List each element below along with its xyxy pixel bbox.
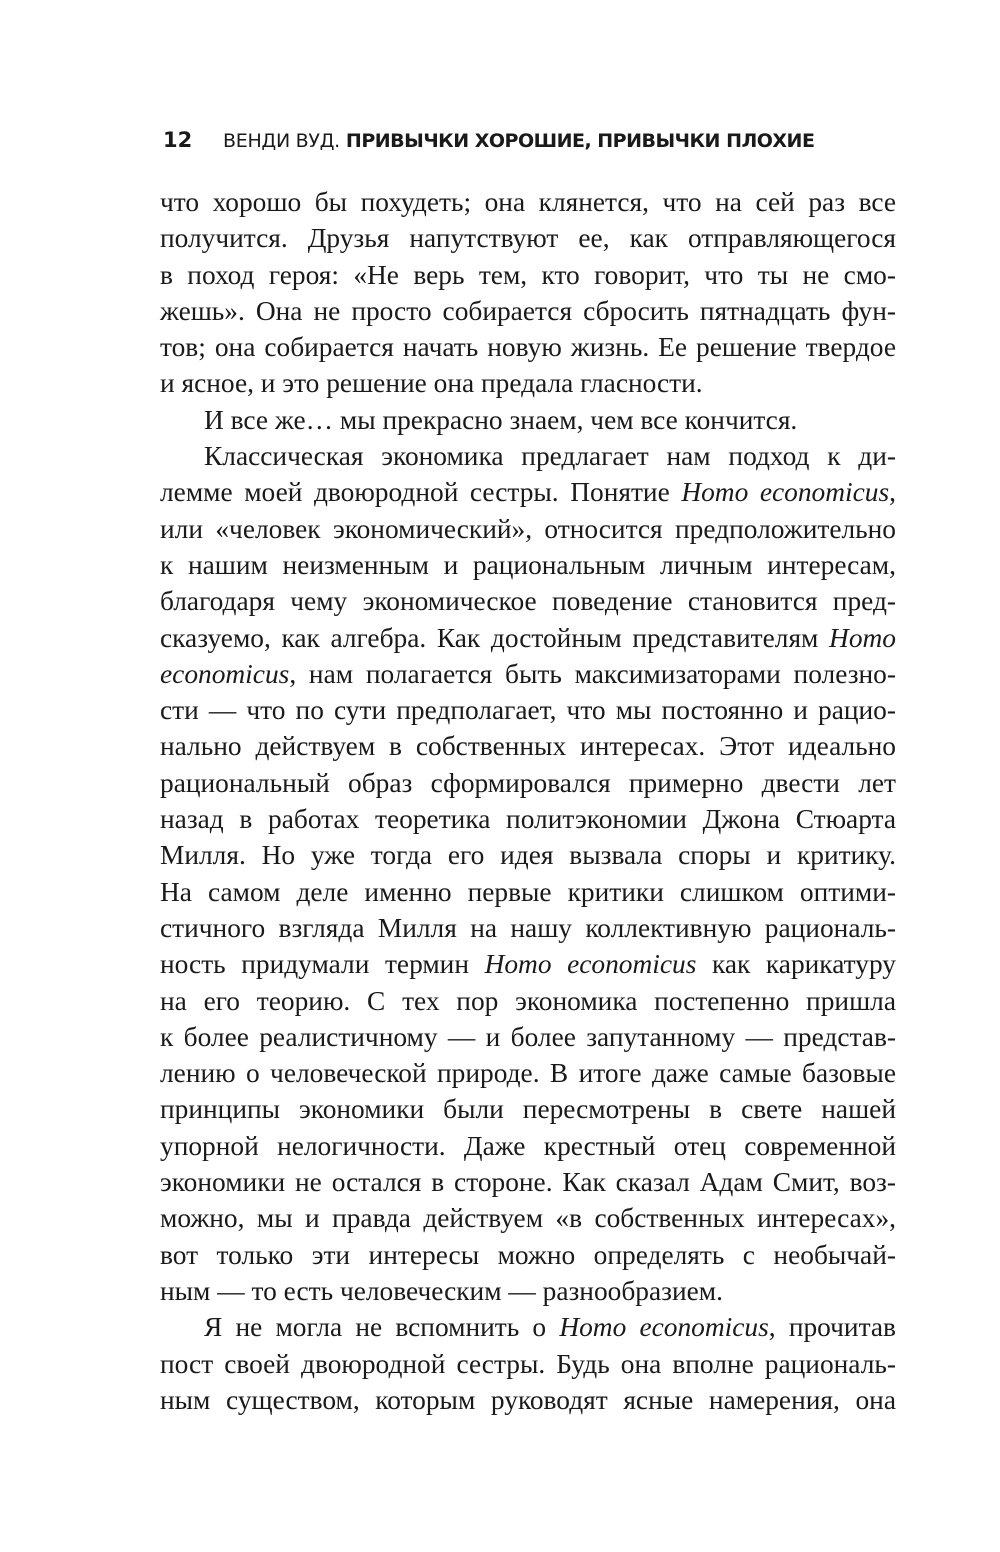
text-line: и ясное, и это решение она предала гласности. bbox=[160, 368, 703, 399]
text-line: благодаря чему экономическое поведение становится пред- bbox=[160, 586, 896, 617]
paragraph-2 bbox=[160, 402, 896, 438]
text-line: сти — что по сути предполагает, что мы постоянно и рацио- bbox=[160, 695, 896, 726]
text-line: на его теорию. С тех пор экономика постепенно пришла bbox=[160, 985, 896, 1016]
latin-term: economicus bbox=[160, 658, 290, 689]
text-line: рациональный образ сформировался примерно двести лет bbox=[160, 767, 896, 798]
paragraph-1 bbox=[160, 184, 896, 402]
text-line bbox=[160, 656, 896, 692]
text-line: или «человек экономический», относится предположительно bbox=[160, 513, 896, 544]
text-line: лению о человеческой природе. В итоге даже самые базовые bbox=[160, 1058, 896, 1089]
latin-term: Homo economicus bbox=[681, 477, 890, 508]
body-text bbox=[160, 184, 896, 1418]
text-line: в поход героя: «Не верь тем, кто говорит, что ты не смо- bbox=[160, 259, 896, 290]
text-line: назад в работах теоретика политэкономии Джона Стюарта bbox=[160, 804, 896, 835]
latin-term: Homo economicus bbox=[484, 949, 697, 980]
text-line: к нашим неизменным и рациональным личным интересам, bbox=[160, 549, 896, 580]
text-line: Милля. Но уже тогда его идея вызвала споры и критику. bbox=[160, 840, 896, 871]
book-title: ПРИВЫЧКИ ХОРОШИЕ, ПРИВЫЧКИ ПЛОХИЕ bbox=[345, 130, 815, 152]
text-line bbox=[160, 620, 896, 656]
latin-term: Homo economicus bbox=[559, 1312, 769, 1343]
text-line: вот только эти интересы можно определять с необычай- bbox=[160, 1239, 896, 1270]
author-name: ВЕНДИ ВУД. bbox=[223, 130, 340, 152]
text-line bbox=[160, 1309, 896, 1345]
text-line: можно, мы и правда действуем «в собственных интересах», bbox=[160, 1203, 896, 1234]
running-header bbox=[163, 128, 814, 162]
text-segment: , прочитав bbox=[768, 1312, 896, 1343]
text-line: стичного взгляда Милля на нашу коллективную рациональ- bbox=[160, 912, 896, 943]
paragraph-3 bbox=[160, 438, 896, 1309]
text-segment: Я не могла не вспомнить о bbox=[204, 1312, 560, 1343]
text-line: И все же… мы прекрасно знаем, чем все кончится. bbox=[204, 404, 798, 435]
text-line: к более реалистичному — и более запутанному — представ- bbox=[160, 1021, 896, 1052]
text-line: ным существом, которым руководят ясные намерения, она bbox=[160, 1384, 896, 1415]
text-line: принципы экономики были пересмотрены в свете нашей bbox=[160, 1094, 896, 1125]
text-segment: , bbox=[889, 477, 896, 508]
text-segment: как карикатуру bbox=[696, 949, 896, 980]
text-line: тов; она собирается начать новую жизнь. Ее решение твердое bbox=[160, 332, 896, 363]
text-segment: сказуемо, как алгебра. Как достойным представителям bbox=[160, 622, 830, 653]
text-line: что хорошо бы похудеть; она клянется, что на сей раз все bbox=[160, 187, 896, 217]
text-line: упорной нелогичности. Даже крестный отец современной bbox=[160, 1130, 896, 1161]
text-line: жешь». Она не просто собирается сбросить пятнадцать фун- bbox=[160, 295, 896, 326]
text-line: нально действуем в собственных интересах. Этот идеально bbox=[160, 731, 896, 762]
text-line: пост своей двоюродной сестры. Будь она вполне рациональ- bbox=[160, 1348, 896, 1379]
latin-term: Homo bbox=[829, 622, 896, 653]
text-line: ным — то есть человеческим — разнообразием. bbox=[160, 1275, 723, 1306]
text-line: получится. Друзья напутствуют ее, как отправляющегося bbox=[160, 223, 896, 254]
text-segment: ность придумали термин bbox=[160, 949, 485, 980]
text-line: На самом деле именно первые критики слишком оптими- bbox=[160, 876, 896, 907]
text-line bbox=[160, 474, 896, 510]
page-number: 12 bbox=[163, 128, 193, 152]
text-segment: лемме моей двоюродной сестры. Понятие bbox=[160, 477, 682, 508]
text-line: Классическая экономика предлагает нам подход к ди- bbox=[204, 441, 896, 472]
text-line bbox=[160, 946, 896, 982]
text-line: экономики не остался в стороне. Как сказал Адам Смит, воз- bbox=[160, 1167, 896, 1198]
text-segment: , нам полагается быть максимизаторами полезно- bbox=[289, 658, 896, 689]
paragraph-4 bbox=[160, 1309, 896, 1418]
